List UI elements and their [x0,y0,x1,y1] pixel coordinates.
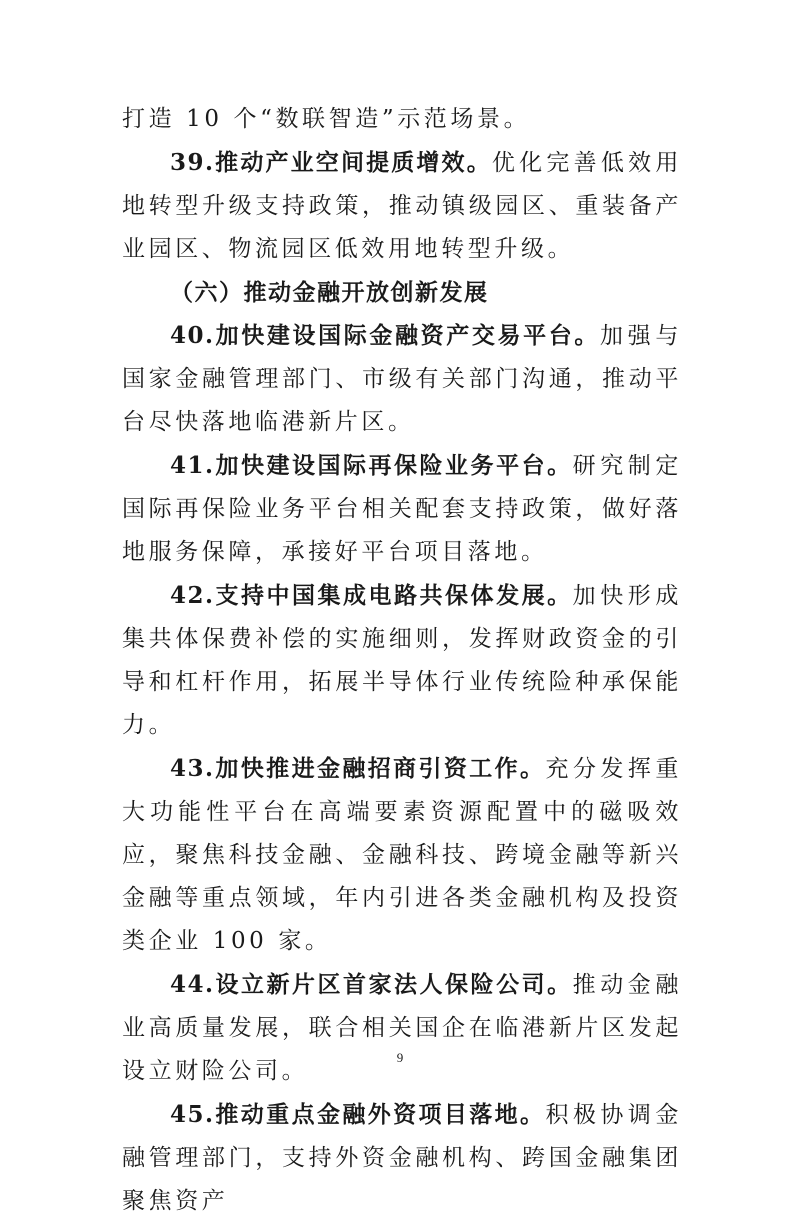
item-43 [122,747,682,963]
item-40-heading: 40.加快建设国际金融资产交易平台。 [170,322,600,349]
page-number: 9 [396,1050,404,1065]
item-45-heading: 45.推动重点金融外资项目落地。 [170,1101,546,1128]
paragraph-continuation [122,98,682,141]
item-41-body: 研究制定国际再保险业务平台相关配套支持政策，做好落地服务保障，承接好平台项目落地。 [122,453,683,565]
paragraph-text: 打造 10 个“数联智造”示范场景。 [122,106,531,132]
item-39-heading: 39.推动产业空间提质增效。 [170,149,492,176]
item-39-body: 优化完善低效用地转型升级支持政策，推动镇级园区、重装备产业园区、物流园区低效用地转型升级。 [122,150,683,262]
item-44 [122,963,682,1093]
section-heading-6: （六）推动金融开放创新发展 [170,279,489,306]
item-42-body: 加快形成集共体保费补偿的实施细则，发挥财政资金的引导和杠杆作用，拓展半导体行业传统险种承保能力。 [122,583,683,738]
item-44-body: 推动金融业高质量发展，联合相关国企在临港新片区发起设立财险公司。 [122,972,683,1084]
item-40-body: 加强与国家金融管理部门、市级有关部门沟通，推动平台尽快落地临港新片区。 [122,323,682,435]
item-45 [122,1093,682,1223]
item-42-heading: 42.支持中国集成电路共保体发展。 [170,582,573,609]
item-45-body: 积极协调金融管理部门，支持外资金融机构、跨国金融集团聚焦资产 [122,1102,683,1214]
item-43-body: 充分发挥重大功能性平台在高端要素资源配置中的磁吸效应，聚焦科技金融、金融科技、跨境金融等新兴金融等重点领域，年内引进各类金融机构及投资类企业 100 家。 [122,756,683,954]
item-41 [122,444,682,574]
item-44-heading: 44.设立新片区首家法人保险公司。 [170,971,573,998]
item-43-heading: 43.加快推进金融招商引资工作。 [170,755,546,782]
item-39 [122,141,682,271]
item-41-heading: 41.加快建设国际再保险业务平台。 [170,452,573,479]
item-42 [122,574,682,747]
item-40 [122,314,682,444]
